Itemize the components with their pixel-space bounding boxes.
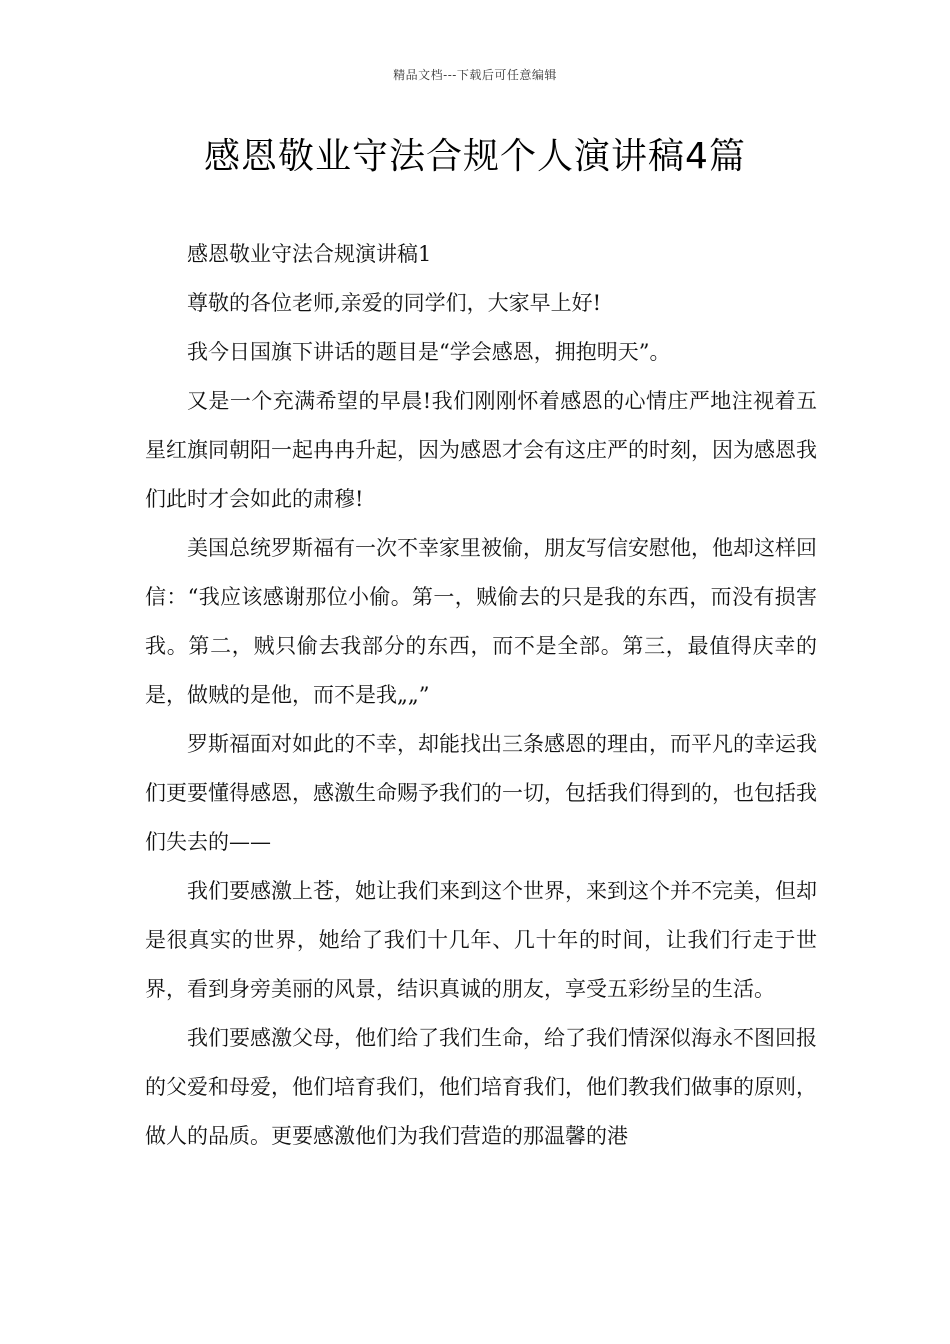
paragraph: 我们要感激父母，他们给了我们生命，给了我们情深似海永不图回报的父爱和母爱，他们培育我们，他们培育我们，他们教我们做事的原则，做人的品质。更要感激他们为我们营造的那温馨的港 xyxy=(145,1026,817,1148)
page-header-note: 精品文档---下载后可任意编辑 xyxy=(393,68,557,82)
paragraph: 又是一个充满希望的早晨!我们刚刚怀着感恩的心情庄严地注视着五星红旗同朝阳一起冉冉升起，因为感恩才会有这庄严的时刻，因为感恩我们此时才会如此的肃穆! xyxy=(145,389,817,511)
paragraph: 罗斯福面对如此的不幸，却能找出三条感恩的理由，而平凡的幸运我们更要懂得感恩，感激生命赐予我们的一切，包括我们得到的，也包括我们失去的—— xyxy=(145,732,817,854)
document-title: 感恩敬业守法合规个人演讲稿4篇 xyxy=(204,136,746,177)
paragraph: 美国总统罗斯福有一次不幸家里被偷，朋友写信安慰他，他却这样回信：“我应该感谢那位小偷。第一，贼偷去的只是我的东西，而没有损害我。第二，贼只偷去我部分的东西，而不是全部。第三，最值得庆幸的是，做贼的是他，而不是我„„” xyxy=(145,536,817,707)
section-heading: 感恩敬业守法合规演讲稿1 xyxy=(187,242,432,266)
paragraph: 尊敬的各位老师,亲爱的同学们，大家早上好! xyxy=(187,291,602,315)
paragraph: 我们要感激上苍，她让我们来到这个世界，来到这个并不完美，但却是很真实的世界，她给了我们十几年、几十年的时间，让我们行走于世界，看到身旁美丽的风景，结识真诚的朋友，享受五彩纷呈的生活。 xyxy=(145,879,817,1001)
paragraph: 我今日国旗下讲话的题目是“学会感恩，拥抱明天”。 xyxy=(187,340,671,364)
document-body xyxy=(145,230,817,1161)
